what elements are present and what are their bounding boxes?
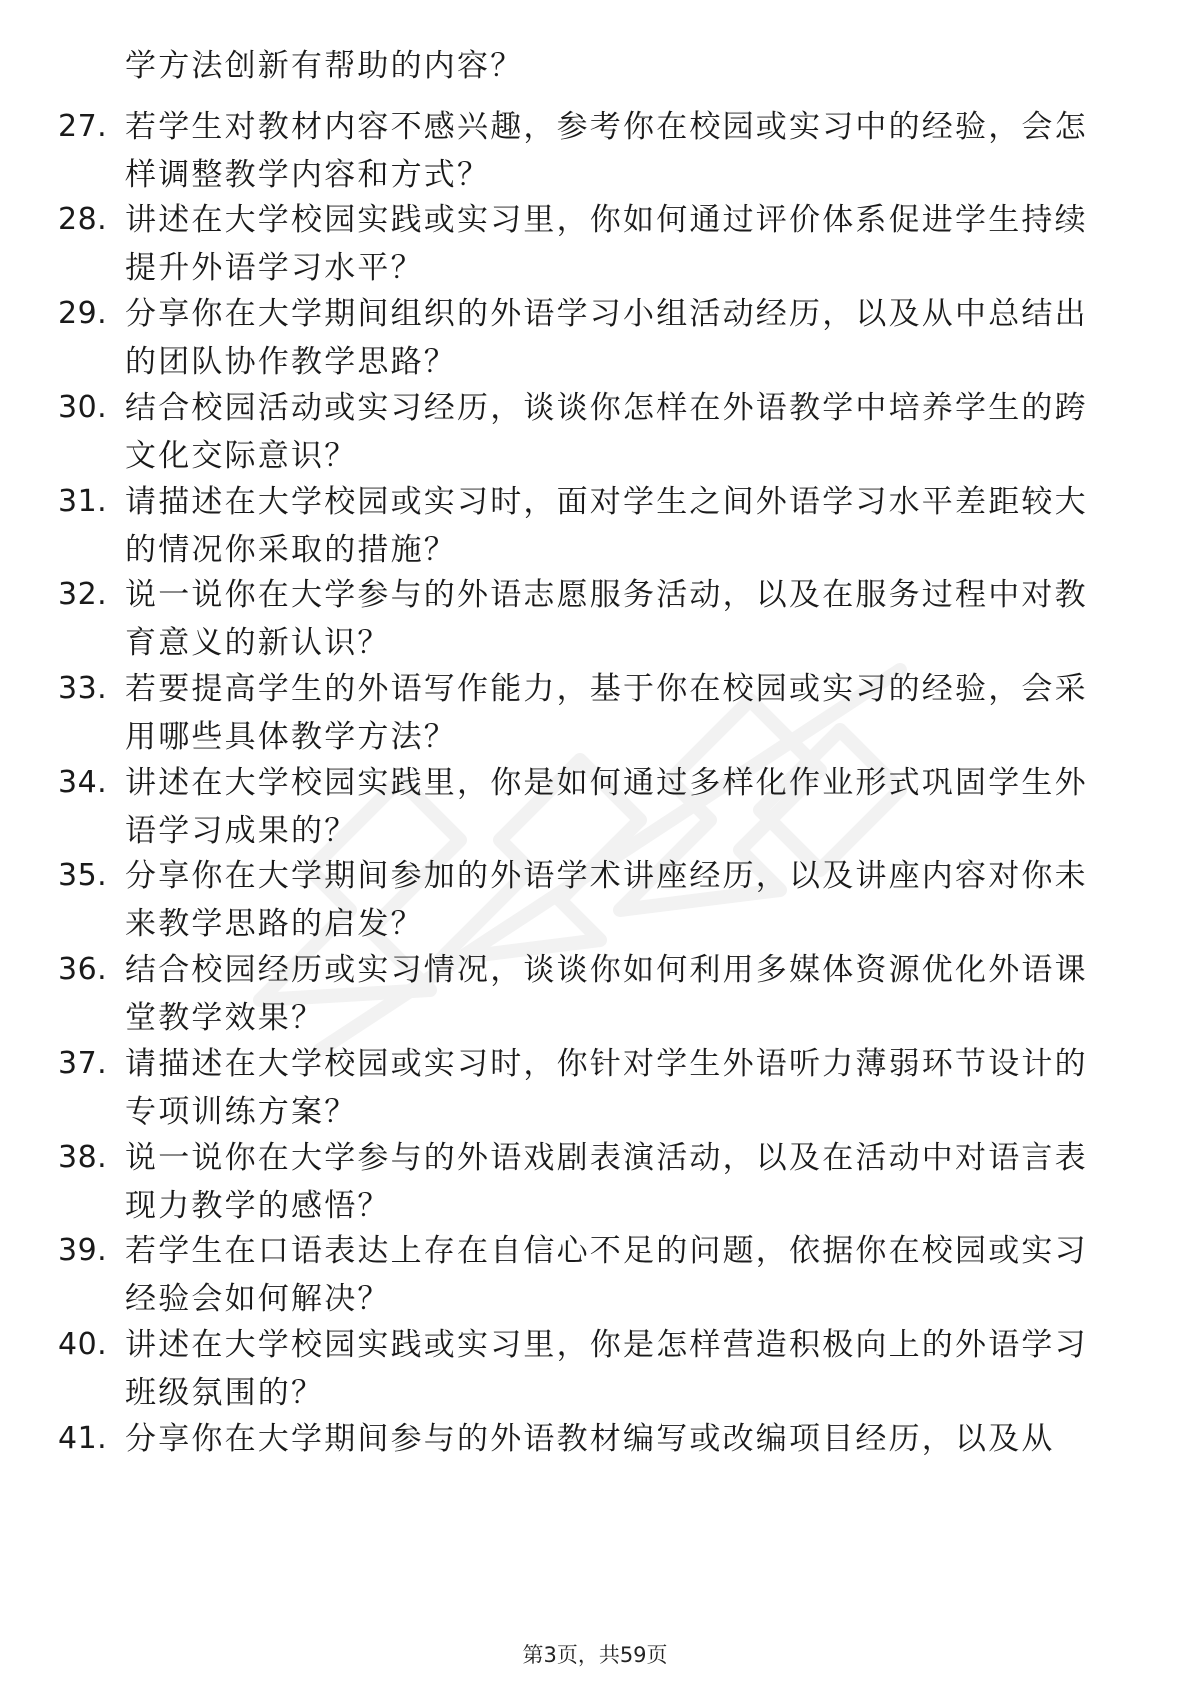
question-number: 31. — [58, 484, 108, 519]
question-text: 讲述在大学校园实践里，你是如何通过多样化作业形式巩固学生外语学习成果的？ — [125, 765, 1088, 849]
question-number: 29. — [58, 296, 108, 331]
question-number: 30. — [58, 390, 108, 425]
question-text: 分享你在大学期间组织的外语学习小组活动经历，以及从中总结出的团队协作教学思路？ — [125, 296, 1088, 380]
question-text: 分享你在大学期间参与的外语教材编写或改编项目经历，以及从 — [125, 1421, 1055, 1457]
question-text: 说一说你在大学参与的外语志愿服务活动，以及在服务过程中对教育意义的新认识？ — [125, 577, 1088, 661]
question-number: 40. — [58, 1327, 108, 1362]
question-text: 若要提高学生的外语写作能力，基于你在校园或实习的经验，会采用哪些具体教学方法？ — [125, 671, 1088, 755]
question-text: 结合校园活动或实习经历，谈谈你怎样在外语教学中培养学生的跨文化交际意识？ — [125, 390, 1088, 474]
question-number: 39. — [58, 1233, 108, 1268]
question-text: 讲述在大学校园实践或实习里，你是怎样营造积极向上的外语学习班级氛围的？ — [125, 1327, 1088, 1411]
question-number: 34. — [58, 765, 108, 800]
question-text: 结合校园经历或实习情况，谈谈你如何利用多媒体资源优化外语课堂教学效果？ — [125, 952, 1088, 1036]
question-text: 请描述在大学校园或实习时，你针对学生外语听力薄弱环节设计的专项训练方案？ — [125, 1046, 1088, 1130]
question-number: 33. — [58, 671, 108, 706]
question-number: 38. — [58, 1140, 108, 1175]
question-text: 说一说你在大学参与的外语戏剧表演活动，以及在活动中对语言表现力教学的感悟？ — [125, 1140, 1088, 1224]
question-text: 请描述在大学校园或实习时，面对学生之间外语学习水平差距较大的情况你采取的措施？ — [125, 484, 1088, 568]
question-text: 若学生对教材内容不感兴趣，参考你在校园或实习中的经验，会怎样调整教学内容和方式？ — [125, 109, 1088, 193]
question-text: 分享你在大学期间参加的外语学术讲座经历，以及讲座内容对你未来教学思路的启发？ — [125, 858, 1088, 942]
question-number: 37. — [58, 1046, 108, 1081]
question-number: 41. — [58, 1421, 108, 1456]
question-number: 35. — [58, 858, 108, 893]
question-text: 学方法创新有帮助的内容？ — [125, 48, 524, 84]
question-number: 28. — [58, 202, 108, 237]
question-number: 36. — [58, 952, 108, 987]
question-text: 若学生在口语表达上存在自信心不足的问题，依据你在校园或实习经验会如何解决？ — [125, 1233, 1088, 1317]
page-footer — [0, 1640, 1190, 1670]
question-text: 讲述在大学校园实践或实习里，你如何通过评价体系促进学生持续提升外语学习水平？ — [125, 202, 1088, 286]
question-number: 32. — [58, 577, 108, 612]
question-number: 27. — [58, 109, 108, 144]
page-number-label: 第3页，共59页 — [522, 1643, 668, 1667]
